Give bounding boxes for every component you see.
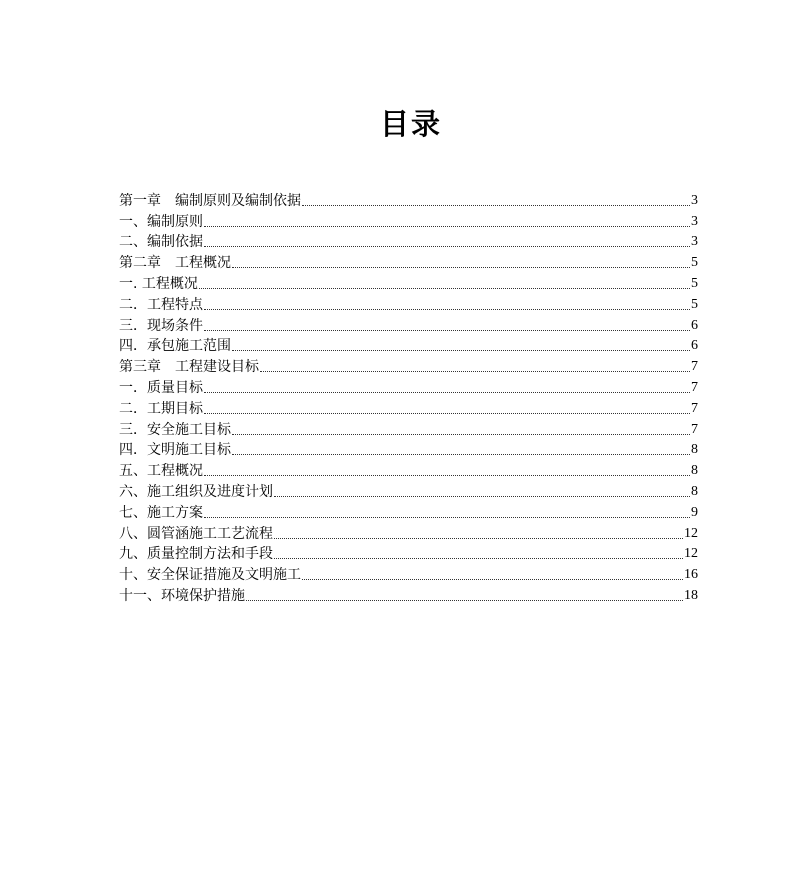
toc-entry-page: 5: [691, 296, 698, 312]
toc-entry[interactable]: [119, 501, 698, 522]
toc-entry[interactable]: [119, 251, 698, 272]
toc-dot-leader: [204, 516, 690, 518]
toc-entry[interactable]: [119, 293, 698, 314]
toc-dot-leader: [204, 245, 690, 247]
toc-entry-text: 六、施工组织及进度计划: [119, 483, 273, 500]
toc-entry[interactable]: [119, 231, 698, 252]
toc-entry[interactable]: [119, 563, 698, 584]
toc-entry-text: 十、安全保证措施及文明施工: [119, 567, 301, 584]
toc-entry-text: 三．现场条件: [119, 317, 203, 334]
toc-entry-page: 5: [691, 255, 698, 271]
toc-dot-leader: [246, 599, 683, 601]
toc-entry-page: 3: [691, 213, 698, 229]
toc-dot-leader: [232, 266, 690, 268]
toc-entry-page: 3: [691, 234, 698, 250]
toc-entry-text: 一．质量目标: [119, 379, 203, 396]
toc-entry-text: 九、质量控制方法和手段: [119, 546, 273, 563]
toc-entry-page: 8: [691, 463, 698, 479]
toc-entry[interactable]: [119, 210, 698, 231]
toc-list: [119, 189, 698, 605]
toc-dot-leader: [204, 391, 690, 393]
toc-entry-page: 18: [684, 587, 698, 603]
toc-entry[interactable]: [119, 335, 698, 356]
toc-entry-page: 3: [691, 192, 698, 208]
toc-entry-text: 一、编制原则: [119, 213, 203, 230]
toc-entry[interactable]: [119, 439, 698, 460]
toc-entry-text: 第一章 编制原则及编制依据: [119, 192, 301, 209]
toc-entry-text: 二．工期目标: [119, 400, 203, 417]
toc-entry-text: 四．文明施工目标: [119, 442, 231, 459]
toc-dot-leader: [204, 308, 690, 310]
toc-dot-leader: [204, 225, 690, 227]
toc-entry-page: 16: [684, 567, 698, 583]
toc-entry-text: 二．工程特点: [119, 296, 203, 313]
toc-dot-leader: [204, 474, 690, 476]
toc-entry[interactable]: [119, 522, 698, 543]
toc-entry[interactable]: [119, 355, 698, 376]
toc-entry[interactable]: [119, 418, 698, 439]
toc-dot-leader: [302, 204, 690, 206]
toc-entry-page: 6: [691, 338, 698, 354]
toc-entry-page: 7: [691, 400, 698, 416]
toc-dot-leader: [232, 453, 690, 455]
toc-dot-leader: [274, 557, 683, 559]
toc-entry-text: 一. 工程概况: [119, 275, 198, 292]
toc-entry-text: 五、工程概况: [119, 463, 203, 480]
toc-dot-leader: [274, 495, 690, 497]
toc-entry[interactable]: [119, 584, 698, 605]
toc-entry-text: 十一、环境保护措施: [119, 587, 245, 604]
toc-entry-text: 七、施工方案: [119, 504, 203, 521]
toc-entry-text: 四．承包施工范围: [119, 338, 231, 355]
toc-dot-leader: [274, 537, 683, 539]
toc-entry-text: 三．安全施工目标: [119, 421, 231, 438]
toc-entry-text: 第二章 工程概况: [119, 255, 231, 272]
toc-entry-page: 12: [684, 546, 698, 562]
toc-entry-text: 第三章 工程建设目标: [119, 359, 259, 376]
toc-dot-leader: [204, 412, 690, 414]
toc-entry[interactable]: [119, 189, 698, 210]
toc-entry-text: 二、编制依据: [119, 234, 203, 251]
toc-entry-page: 6: [691, 317, 698, 333]
toc-dot-leader: [302, 578, 683, 580]
toc-entry[interactable]: [119, 376, 698, 397]
toc-entry-page: 9: [691, 504, 698, 520]
toc-entry[interactable]: [119, 543, 698, 564]
toc-entry-page: 7: [691, 421, 698, 437]
toc-entry-page: 8: [691, 483, 698, 499]
toc-dot-leader: [199, 287, 690, 289]
toc-title: 目录: [379, 107, 442, 141]
toc-entry-page: 7: [691, 379, 698, 395]
toc-entry-page: 12: [684, 525, 698, 541]
toc-dot-leader: [232, 349, 690, 351]
toc-dot-leader: [260, 370, 690, 372]
toc-entry-page: 7: [691, 359, 698, 375]
toc-dot-leader: [204, 329, 690, 331]
toc-entry-text: 八、圆管涵施工工艺流程: [119, 525, 273, 542]
toc-entry[interactable]: [119, 314, 698, 335]
toc-entry-page: 8: [691, 442, 698, 458]
toc-entry-page: 5: [691, 275, 698, 291]
toc-dot-leader: [232, 433, 690, 435]
toc-entry[interactable]: [119, 397, 698, 418]
toc-entry[interactable]: [119, 480, 698, 501]
toc-entry[interactable]: [119, 272, 698, 293]
toc-entry[interactable]: [119, 459, 698, 480]
